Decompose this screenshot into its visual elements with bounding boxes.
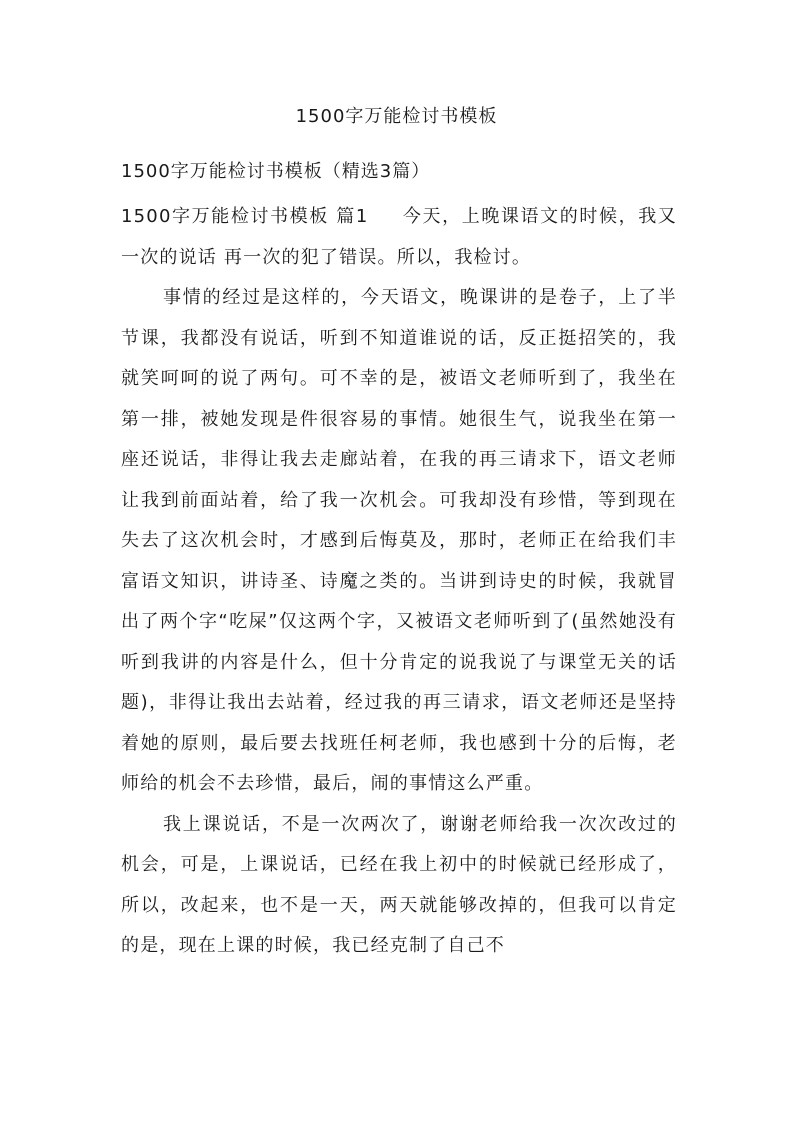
body-paragraph-1: 事情的经过是这样的，今天语文，晚课讲的是卷子，上了半节课，我都没有说话，听到不知道谁说的话，反正挺招笑的，我就笑呵呵的说了两句。可不幸的是，被语文老师听到了，我坐在第一排，被她发现是件很容易的事情。她很生气，说我坐在第一座还说话，非得让我去走廊站着，在我的再三请求下，语文老师让我到前面站着，给了我一次机会。可我却没有珍惜，等到现在失去了这次机会时，才感到后悔莫及，那时，老师正在给我们丰富语文知识，讲诗圣、诗魔之类的。当讲到诗史的时候，我就冒出了两个字“吃屎”仅这两个字，又被语文老师听到了(虽然她没有听到我讲的内容是什么，但十分肯定的说我说了与课堂无关的话题)，非得让我出去站着，经过我的再三请求，语文老师还是坚持着她的原则，最后要去找班任柯老师，我也感到十分的后悔，老师给的机会不去珍惜，最后，闹的事情这么严重。 [121, 287, 677, 794]
section-heading: 1500字万能检讨书模板 篇1 [121, 206, 369, 227]
document-body [121, 197, 677, 967]
intro-paragraph [121, 197, 677, 278]
intro-text: 今天，上晚课语文的时候，我又一次的说话 再一次的犯了错误。所以，我检讨。 [121, 206, 677, 268]
document-subtitle: 1500字万能检讨书模板（精选3篇） [121, 161, 431, 182]
document-title: 1500字万能检讨书模板 [295, 106, 498, 127]
body-paragraph-2: 我上课说话，不是一次两次了，谢谢老师给我一次次改过的机会，可是，上课说话，已经在我上初中的时候就已经形成了，所以，改起来，也不是一天，两天就能够改掉的，但我可以肯定的是，现在上课的时候，我已经克制了自己不 [121, 813, 677, 956]
